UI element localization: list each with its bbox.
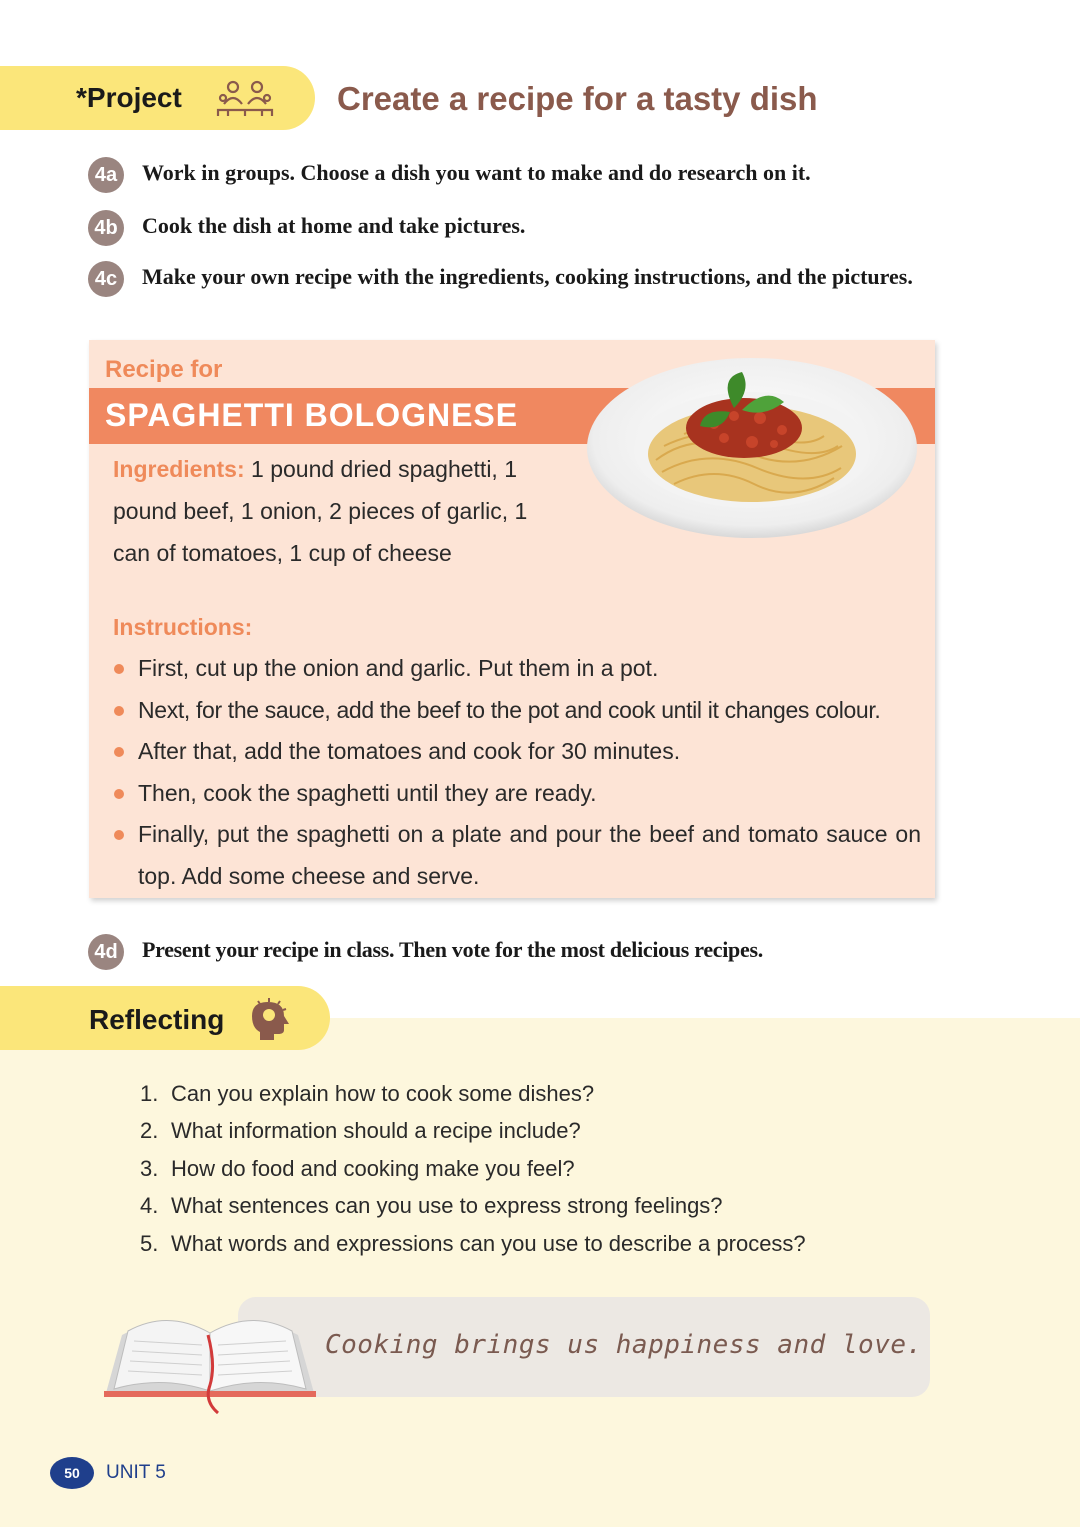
recipe-for-label: Recipe for: [105, 356, 223, 383]
question-item: 4. What sentences can you use to express strong feelings?: [140, 1193, 723, 1219]
task-4b: [88, 210, 932, 246]
project-label: *Project: [76, 82, 182, 113]
task-text: Work in groups. Choose a dish you want to make and do research on it.: [142, 160, 811, 185]
quote-text: Cooking brings us happiness and love.: [325, 1330, 923, 1360]
task-4c: [88, 261, 932, 297]
task-text: Cook the dish at home and take pictures.: [142, 213, 526, 238]
spaghetti-plate-image: [584, 350, 920, 540]
page-number: 50: [50, 1457, 94, 1489]
ingredients-label: Ingredients:: [113, 456, 245, 482]
question-item: 2. What information should a recipe include?: [140, 1118, 581, 1144]
instructions-label: Instructions:: [113, 614, 253, 640]
question-item: 5. What words and expressions can you use to describe a process?: [140, 1230, 806, 1256]
task-text: Present your recipe in class. Then vote for the most delicious recipes.: [142, 937, 763, 962]
project-tab: [0, 66, 315, 130]
instruction-item: Finally, put the spaghetti on a plate and pour the beef and tomato sauce on top. Add some cheese and serve.: [113, 814, 921, 897]
reflecting-label: Reflecting: [89, 1004, 225, 1035]
task-4a: [88, 157, 932, 193]
ingredients-text: 1 pound dried spaghetti, 1 pound beef, 1 onion, 2 pieces of garlic, 1 can of tomatoes, 1 cup of cheese: [113, 456, 528, 566]
reflecting-questions: [140, 1075, 806, 1262]
recipe-name: SPAGHETTI BOLOGNESE: [105, 397, 519, 433]
task-badge: 4d: [88, 934, 124, 970]
instruction-item: After that, add the tomatoes and cook for 30 minutes.: [113, 731, 921, 773]
question-item: 1. Can you explain how to cook some dishes?: [140, 1081, 595, 1106]
task-badge: 4c: [88, 261, 124, 297]
question-item: 3. How do food and cooking make you feel?: [140, 1155, 575, 1181]
task-badge: 4b: [88, 210, 124, 246]
instruction-item: Next, for the sauce, add the beef to the pot and cook until it changes colour.: [113, 690, 921, 732]
group-work-icon: [216, 78, 274, 118]
instruction-item: Then, cook the spaghetti until they are ready.: [113, 773, 921, 815]
instructions-list: [113, 648, 921, 897]
project-title: Create a recipe for a tasty dish: [337, 80, 818, 117]
instruction-item: First, cut up the onion and garlic. Put them in a pot.: [113, 648, 921, 690]
task-badge: 4a: [88, 157, 124, 193]
unit-label: UNIT 5: [106, 1462, 166, 1483]
task-4d: [88, 934, 932, 970]
recipe-card: [89, 340, 935, 898]
idea-head-icon: [250, 996, 292, 1042]
ingredients: [113, 448, 563, 574]
open-book-icon: [100, 1305, 320, 1417]
task-text: Make your own recipe with the ingredients, cooking instructions, and the pictures.: [142, 264, 913, 289]
